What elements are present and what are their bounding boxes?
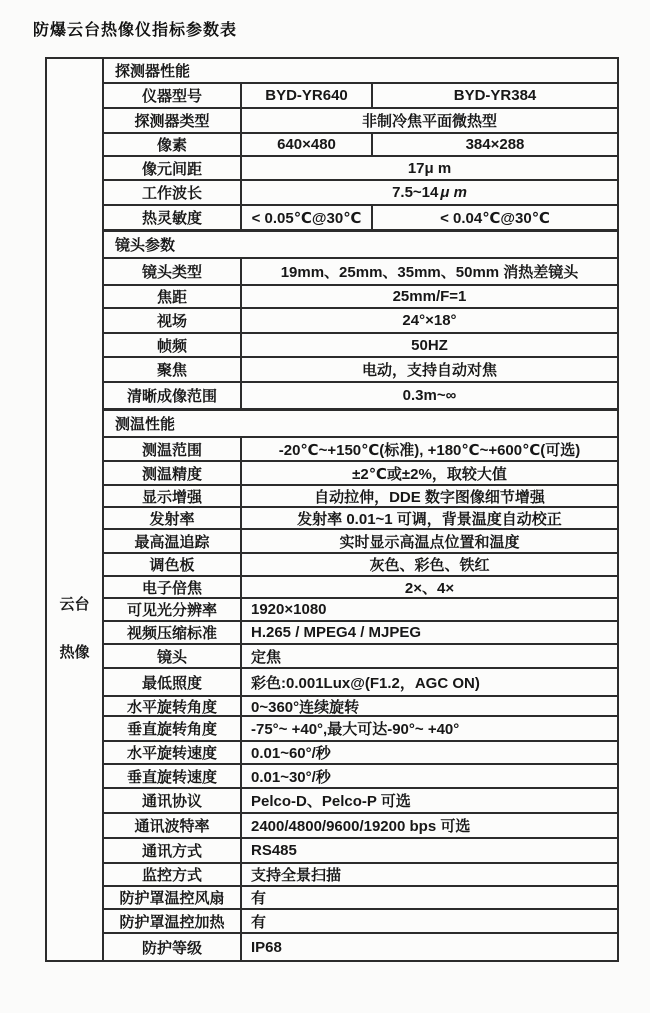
table-row	[104, 528, 617, 552]
row-value-italic-unit: μ m	[440, 184, 467, 201]
row-label: 工作波长	[104, 181, 242, 204]
row-label: 镜头	[104, 645, 242, 667]
row-value: -20℃~+150℃(标准), +180℃~+600℃(可选)	[278, 441, 581, 459]
table-row	[104, 107, 617, 132]
row-label: 测温精度	[104, 462, 242, 484]
row-value: 实时显示高温点位置和温度	[339, 533, 520, 551]
table-row	[104, 695, 617, 715]
section-title: 测温性能	[115, 416, 176, 433]
row-label: 探测器类型	[104, 109, 242, 132]
row-value: 384×288	[465, 136, 525, 153]
row-value: 自动拉伸，DDE 数字图像细节增强	[314, 488, 545, 506]
table-row	[104, 204, 617, 229]
row-label: 聚焦	[104, 358, 242, 381]
table-row	[104, 257, 617, 284]
side-label-rexiang: 热像	[59, 644, 90, 661]
row-label: 显示增强	[104, 486, 242, 506]
row-value: 有	[251, 890, 267, 907]
row-value: 电动，支持自动对焦	[361, 362, 497, 379]
row-value: 19mm、25mm、35mm、50mm 消热差镜头	[280, 264, 579, 281]
row-label: 垂直旋转速度	[104, 765, 242, 787]
row-value: 2400/4800/9600/19200 bps 可选	[251, 818, 471, 835]
table-row	[104, 667, 617, 695]
row-label: 防护等级	[104, 934, 242, 960]
row-label: 最高温追踪	[104, 530, 242, 552]
row-value: 1920×1080	[251, 601, 327, 618]
row-label: 热灵敏度	[104, 206, 242, 229]
row-value: 支持全景扫描	[251, 867, 342, 884]
table-row	[104, 763, 617, 787]
section-title: 探测器性能	[115, 63, 191, 80]
table-row	[104, 506, 617, 528]
table-row	[104, 132, 617, 155]
table-row	[104, 812, 617, 837]
row-value: 25mm/F=1	[392, 288, 467, 305]
row-label: 防护罩温控风扇	[104, 887, 242, 908]
section-header-row	[104, 408, 617, 436]
row-value: 0.01~60°/秒	[251, 745, 331, 762]
row-label: 通讯波特率	[104, 814, 242, 837]
row-label: 焦距	[104, 286, 242, 307]
table-row	[104, 552, 617, 575]
table-row	[104, 787, 617, 812]
row-value: 50HZ	[411, 336, 448, 354]
row-label: 发射率	[104, 508, 242, 528]
table-row	[104, 620, 617, 643]
row-value: ±2℃或±2%，取较大值	[352, 465, 507, 483]
row-value: RS485	[251, 842, 297, 859]
row-label: 监控方式	[104, 864, 242, 885]
table-row	[104, 356, 617, 381]
row-label: 像素	[104, 134, 242, 155]
row-value: 24°×18°	[402, 312, 457, 329]
row-label: 仪器型号	[104, 84, 242, 107]
table-row	[104, 643, 617, 667]
row-value: Pelco-D、Pelco-P 可选	[251, 793, 411, 810]
row-value: 定焦	[251, 648, 282, 666]
table-row	[104, 740, 617, 763]
row-value: 彩色:0.001Lux@(F1.2，AGC ON)	[251, 674, 480, 692]
row-label: 测温范围	[104, 438, 242, 460]
row-value: 17μ m	[407, 159, 452, 177]
row-value: 0.3m~∞	[402, 387, 457, 404]
row-value: 有	[251, 913, 267, 931]
table-row	[104, 484, 617, 506]
section-header-row	[104, 59, 617, 82]
row-value: 0~360°连续旋转	[251, 698, 360, 715]
side-header-column	[47, 59, 104, 960]
row-label: 水平旋转角度	[104, 697, 242, 715]
table-row	[104, 575, 617, 597]
section-title: 镜头参数	[115, 237, 176, 254]
page-title: 防爆云台热像仪指标参数表	[33, 22, 238, 39]
row-label: 最低照度	[104, 669, 242, 695]
table-row	[104, 381, 617, 408]
table-row	[104, 715, 617, 740]
table-row	[104, 908, 617, 932]
table-row	[104, 82, 617, 107]
row-label: 帧频	[104, 334, 242, 356]
table-row	[104, 862, 617, 885]
row-label: 清晰成像范围	[104, 383, 242, 408]
table-row	[104, 932, 617, 960]
table-row	[104, 436, 617, 460]
row-label: 镜头类型	[104, 259, 242, 284]
row-label: 视场	[104, 309, 242, 332]
table-row	[104, 332, 617, 356]
row-value: 0.01~30°/秒	[251, 768, 331, 786]
row-label: 通讯方式	[104, 839, 242, 862]
table-row	[104, 597, 617, 620]
row-label: 电子倍焦	[104, 577, 242, 597]
row-value: 7.5~14 μ m	[392, 184, 467, 201]
row-value: 灰色、彩色、铁红	[369, 557, 490, 574]
row-value: 2×、4×	[404, 579, 455, 597]
section-header-row	[104, 229, 617, 257]
row-label: 通讯协议	[104, 789, 242, 812]
row-value: < 0.05℃@30℃	[242, 206, 373, 229]
row-value: < 0.04℃@30℃	[440, 209, 550, 227]
row-value: H.265 / MPEG4 / MJPEG	[251, 624, 422, 641]
row-label: 防护罩温控加热	[104, 910, 242, 932]
row-label: 垂直旋转角度	[104, 717, 242, 740]
spec-table	[45, 57, 619, 962]
row-label: 水平旋转速度	[104, 742, 242, 763]
table-row	[104, 837, 617, 862]
row-value: 发射率 0.01~1 可调，背景温度自动校正	[297, 510, 562, 528]
table-row	[104, 284, 617, 307]
row-label: 调色板	[104, 554, 242, 575]
table-row	[104, 460, 617, 484]
table-row	[104, 307, 617, 332]
row-value: IP68	[251, 938, 282, 956]
table-row	[104, 885, 617, 908]
table-row	[104, 179, 617, 204]
table-row	[104, 155, 617, 179]
row-value: 640×480	[242, 134, 373, 155]
row-value: 非制冷焦平面微热型	[361, 113, 497, 130]
row-value: BYD-YR384	[453, 87, 537, 104]
table-rows	[104, 59, 617, 960]
side-label-yuntai: 云台	[59, 596, 90, 613]
row-value: BYD-YR640	[242, 84, 373, 107]
row-label: 可见光分辨率	[104, 599, 242, 620]
row-value: -75°~ +40°,最大可达-90°~ +40°	[251, 721, 460, 738]
row-label: 像元间距	[104, 157, 242, 179]
row-label: 视频压缩标准	[104, 622, 242, 643]
